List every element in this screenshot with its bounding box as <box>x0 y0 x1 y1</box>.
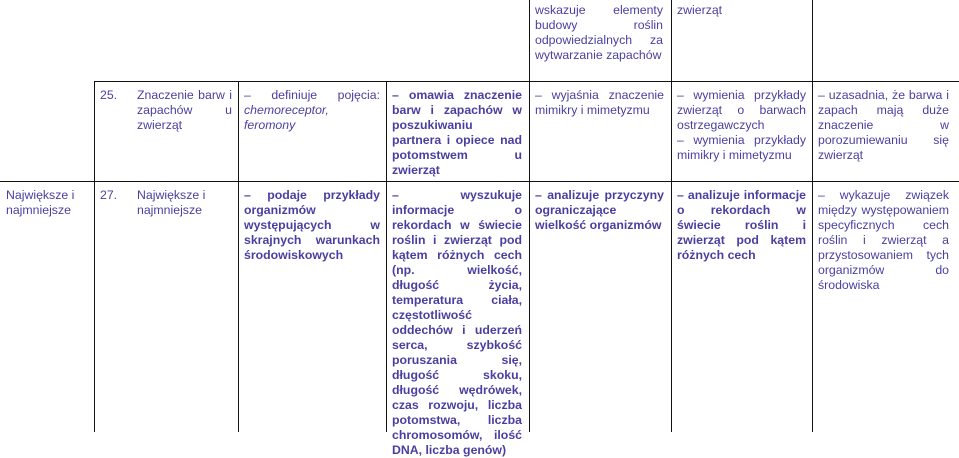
row25-number: 25. <box>100 88 118 102</box>
row27-topic: Największe i najmniejsze <box>137 188 206 217</box>
grid-line <box>386 81 387 432</box>
row25-col6 <box>677 88 806 163</box>
grid-line <box>529 81 530 432</box>
row27-col4 <box>392 188 522 458</box>
row25-col3-terms: chemoreceptor, feromony <box>244 103 329 132</box>
top-col5: wskazuje elementy budowy roślin odpowiedzialnych za wytwarzanie zapachów <box>535 3 663 62</box>
row27-col4-text: – wyszukuje informacje o rekordach w świecie roślin i zwierząt pod kątem różnych cech (np. wielkość, długość życia, temperatura ciała, częstotliwość oddechów i uderzeń serca, szybkość poruszania się, długość skoku, długość wędrówek, czas rozwoju, liczba potomstwa, liczba chromosomów, ilość DNA, liczba genów) <box>392 188 522 457</box>
row25-col6-b: – wymienia przykłady mimikry i mimetyzmu <box>677 133 806 162</box>
row25-col6-a: – wymienia przykłady zwierząt o barwach ostrzegawczych <box>677 88 806 132</box>
row25-col5-text: – wyjaśnia znaczenie mimikry i mimetyzmu <box>535 88 664 117</box>
row27-col5 <box>535 188 664 233</box>
row27-col3-text: – podaje przykłady organizmów występujących w skrajnych warunkach środowiskowych <box>244 188 380 262</box>
row27-col6-text: – analizuje informacje o rekordach w świecie roślin i zwierząt pod kątem różnych cech <box>677 188 806 262</box>
top-col6: zwierząt <box>677 3 723 17</box>
row25-col3-prefix: – definiuje pojęcia: <box>244 88 380 102</box>
row25-col4-text: – omawia znaczenie barw i zapachów w poszukiwaniu partnera i opiece nad potomstwem u zwierząt <box>392 88 522 177</box>
row25-col4 <box>392 88 522 178</box>
grid-line <box>812 0 813 81</box>
row27-col7 <box>818 188 949 293</box>
row27-col5-text: – analizuje przyczyny ograniczające wielkość organizmów <box>535 188 664 232</box>
grid-line <box>529 0 530 81</box>
row27-number: 27. <box>100 188 118 202</box>
row27-section: Największe i najmniejsze <box>6 188 75 217</box>
grid-line <box>0 181 959 182</box>
row27-col6 <box>677 188 806 263</box>
row27-col3 <box>244 188 380 263</box>
row27-col7-text: – wykazuje związek między występowaniem specyficznych cech roślin i zwierząt a przystosowaniem tych organizmów do środowiska <box>818 188 949 292</box>
row25-col5 <box>535 88 664 118</box>
grid-line <box>94 81 95 432</box>
grid-line <box>94 81 959 82</box>
row25-col7-text: – uzasadnia, że barwa i zapach mają duże znaczenie w porozumiewaniu się zwierząt <box>818 88 949 162</box>
grid-line <box>812 81 813 432</box>
row25-col7 <box>818 88 949 163</box>
row25-col3 <box>244 88 380 133</box>
grid-line <box>238 81 239 432</box>
grid-line <box>671 81 672 432</box>
row25-topic: Znaczenie barw i zapachów u zwierząt <box>137 88 232 132</box>
grid-line <box>671 0 672 81</box>
